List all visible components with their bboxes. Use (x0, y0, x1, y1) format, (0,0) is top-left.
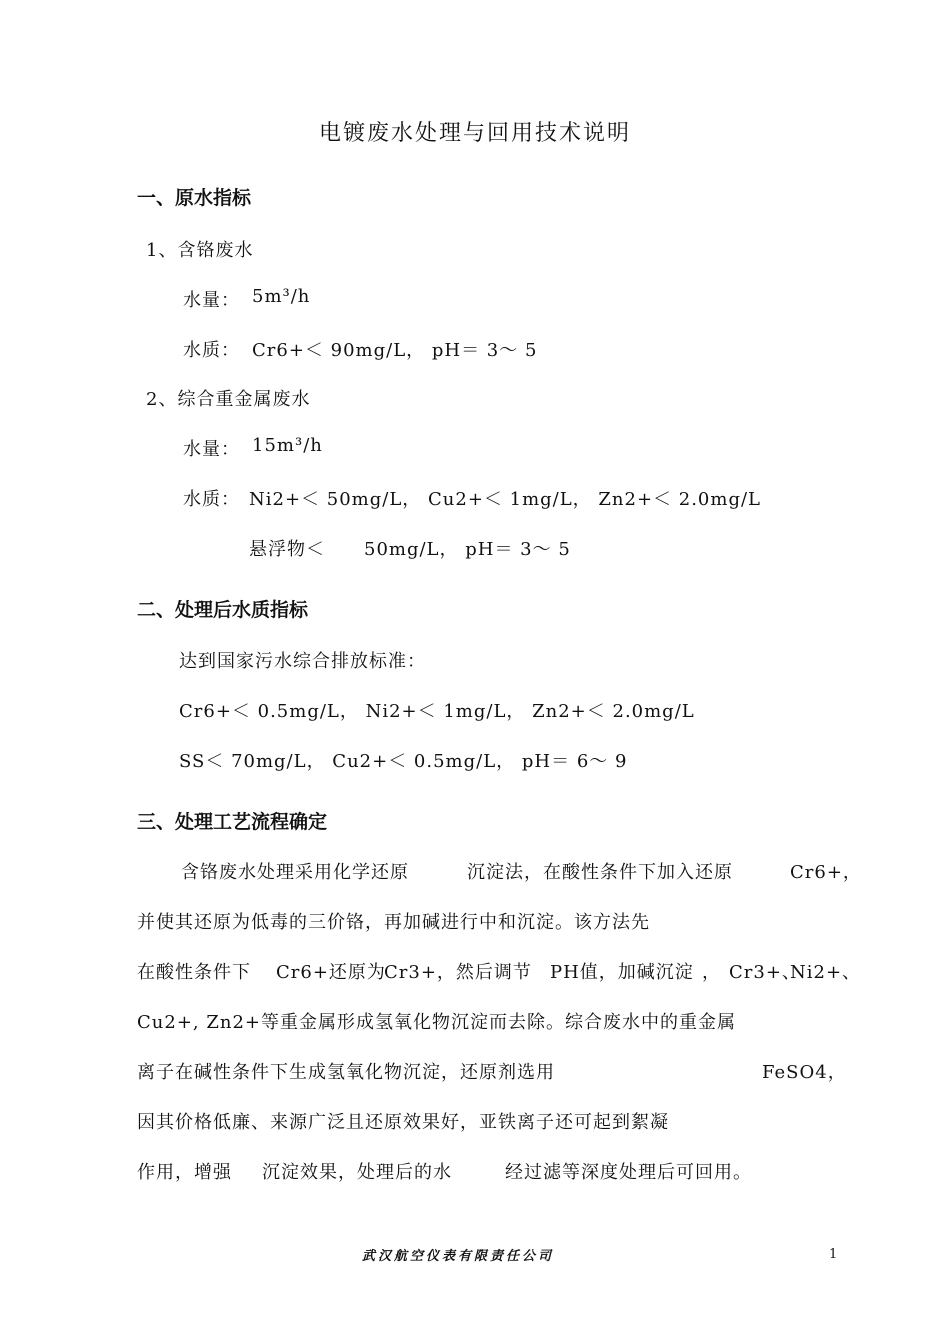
item1-flow-label: 水量： (183, 290, 240, 311)
process-paragraph-line-3a: 在酸性条件下 (137, 962, 251, 983)
process-paragraph-line-2: 并使其还原为低毒的三价铬，再加碱进行中和沉淀。该方法先 (137, 912, 650, 933)
treated-quality-line-2: SS＜ 70mg/L， Cu2+＜ 0.5mg/L， pH＝ 6～ 9 (179, 751, 628, 772)
item2-quality-label: 水质： (183, 489, 240, 510)
item2-suspended-solids-label: 悬浮物＜ (249, 539, 325, 560)
process-paragraph-line-7b: 沉淀效果，处理后的水 (262, 1162, 452, 1183)
item1-quality-label: 水质： (183, 340, 240, 361)
treated-standard-intro: 达到国家污水综合排放标准： (179, 651, 426, 672)
process-paragraph-line-7a: 作用，增强 (137, 1162, 232, 1183)
process-paragraph-line-4: Cu2+, Zn2+等重金属形成氢氧化物沉淀而去除。综合废水中的重金属 (137, 1012, 736, 1033)
item2-quality-value: Ni2+＜ 50mg/L， Cu2+＜ 1mg/L， Zn2+＜ 2.0mg/L (249, 489, 761, 510)
process-paragraph-line-3e: ， (702, 962, 721, 983)
item1-quality-value: Cr6+＜ 90mg/L， pH＝ 3～ 5 (252, 340, 538, 361)
item-heavy-metal-wastewater-label: 2、综合重金属废水 (146, 389, 311, 410)
treated-quality-line-1: Cr6+＜ 0.5mg/L， Ni2+＜ 1mg/L， Zn2+＜ 2.0mg/L (179, 701, 695, 722)
item-chromium-wastewater-label: 1、含铬废水 (146, 240, 254, 261)
section-heading-process: 三、处理工艺流程确定 (137, 811, 328, 833)
process-paragraph-line-7c: 经过滤等深度处理后可回用。 (505, 1162, 752, 1183)
process-paragraph-line-1b: 沉淀法，在酸性条件下加入还原 (467, 862, 733, 883)
process-paragraph-line-3c: Cr3+，然后调节 (384, 962, 532, 983)
page-title: 电镀废水处理与回用技术说明 (318, 121, 631, 146)
process-paragraph-line-3d: PH值，加碱沉淀 (550, 962, 694, 983)
process-paragraph-line-1a: 含铬废水处理采用化学还原 (181, 862, 409, 883)
process-paragraph-line-3f: Cr3+、 (729, 962, 801, 983)
process-paragraph-line-1c: Cr6+， (790, 862, 862, 883)
section-heading-treated-water: 二、处理后水质指标 (137, 599, 309, 621)
process-paragraph-line-5b: FeSO4， (762, 1062, 847, 1083)
section-heading-raw-water: 一、原水指标 (137, 187, 252, 209)
process-paragraph-line-6: 因其价格低廉、来源广泛且还原效果好，亚铁离子还可起到絮凝 (137, 1112, 669, 1133)
process-paragraph-line-5a: 离子在碱性条件下生成氢氧化物沉淀，还原剂选用 (137, 1062, 555, 1083)
item2-flow-label: 水量： (183, 439, 240, 460)
page-number: 1 (829, 1247, 838, 1262)
process-paragraph-line-3g: Ni2+、 (790, 962, 862, 983)
item2-flow-value: 15m³/h (252, 435, 323, 456)
item1-flow-value: 5m³/h (252, 286, 311, 307)
footer-company-name: 武汉航空仪表有限责任公司 (362, 1249, 555, 1264)
item2-suspended-solids-value: 50mg/L， pH＝ 3～ 5 (364, 539, 571, 560)
process-paragraph-line-3b: Cr6+还原为 (276, 962, 386, 983)
